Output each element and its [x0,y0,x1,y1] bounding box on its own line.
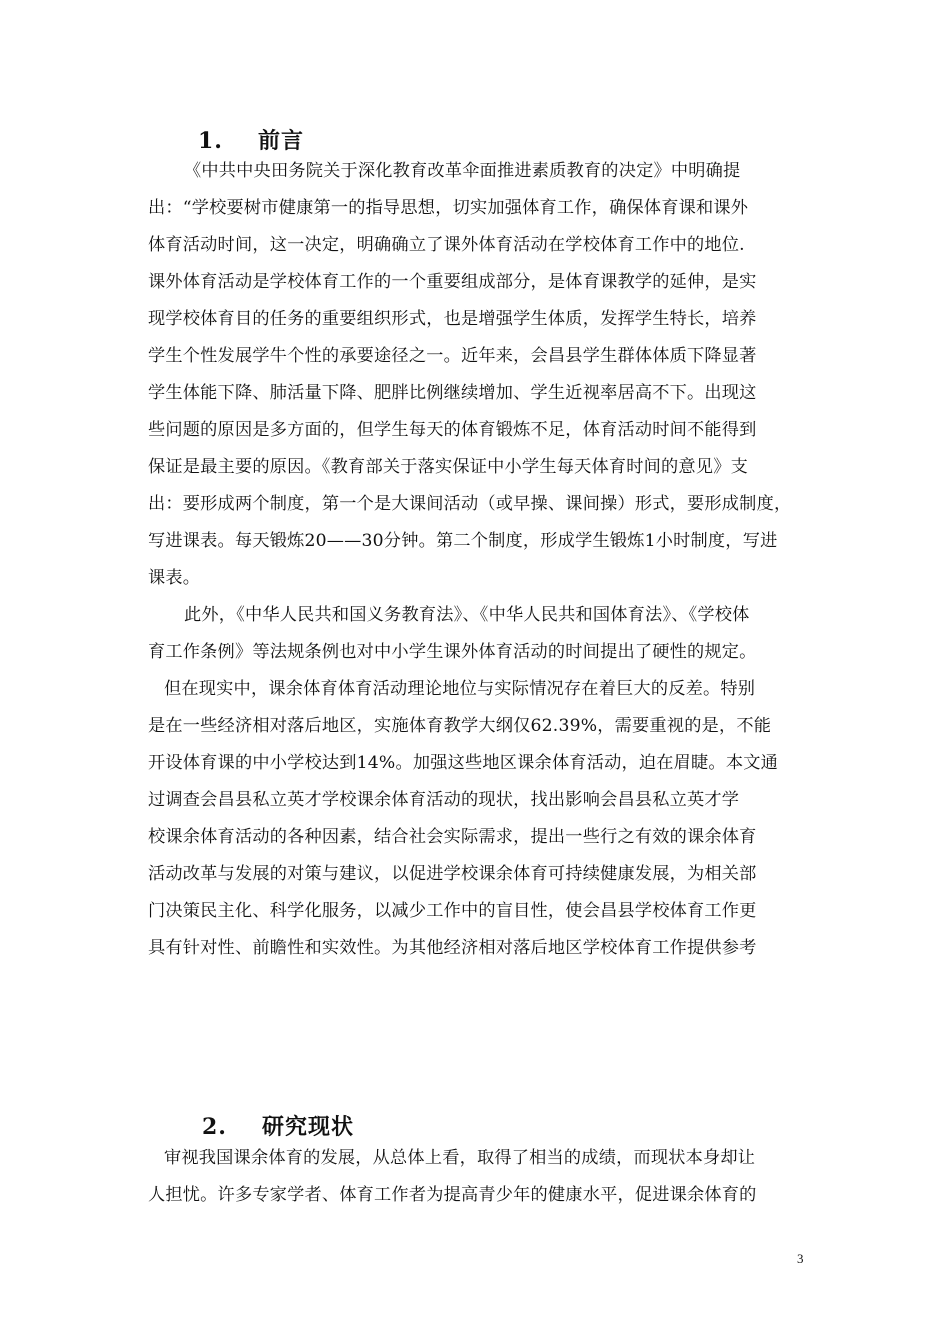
text-line: 此外，《中华人民共和国义务教育法》、《中华人民共和国体育法》、《学校体 [184,605,750,625]
text-line: 出：“学校要树市健康第一的指导思想，切实加强体育工作，确保体育课和课外 [148,198,749,218]
section-1-heading [198,124,304,155]
text-line: 学生个性发展学牛个性的承要途径之一。近年来，会昌县学生群体体质下降显著 [148,346,757,366]
text-line: 育工作条例》等法规条例也对中小学生课外体育活动的时间提出了硬性的规定。 [148,642,757,662]
page-number: 3 [797,1251,804,1266]
section-1-title: 前言 [258,128,305,154]
text-line: 《中共中央田务院关于深化教育改革伞面推进素质教育的决定》中明确提 [184,161,741,181]
text-line: 体育活动时间，这一决定，明确确立了课外体育活动在学校体育工作中的地位. [148,235,745,255]
text-line: 校课余体育活动的各种因素，结合社会实际需求，提出一些行之有效的课余体育 [148,827,757,847]
text-line: 人担忧。许多专家学者、体育工作者为提高青少年的健康水平，促进课余体育的 [148,1185,757,1205]
section-2-title: 研究现状 [262,1114,355,1140]
text-line: 些问题的原因是多方面的，但学生每天的体育锻炼不足，体育活动时间不能得到 [148,420,757,440]
section-2-number: 2. [202,1114,227,1140]
text-line: 但在现实中，课余体育体育活动理论地位与实际情况存在着巨大的反差。特别 [164,679,756,699]
text-line: 门决策民主化、科学化服务，以减少工作中的盲目性，使会昌县学校体育工作更 [148,901,757,921]
text-line: 现学校体育目的任务的重要组织形式，也是增强学生体质，发挥学生特长，培养 [148,309,757,329]
text-line: 写进课表。每天锻炼20——30分钟。第二个制度，形成学生锻炼1小时制度，写进 [148,531,778,551]
text-line: 活动改革与发展的对策与建议，以促进学校课余体育可持续健康发展，为相关部 [148,864,757,884]
text-line: 学生体能下降、肺活量下降、肥胖比例继续增加、学生近视率居高不下。出现这 [148,383,757,403]
text-line: 过调查会昌县私立英才学校课余体育活动的现状，找出影响会昌县私立英才学 [148,790,740,810]
text-line: 课外体育活动是学校体育工作的一个重要组成部分，是体育课教学的延伸，是实 [148,272,757,292]
text-line: 是在一些经济相对落后地区，实施体育教学大纲仅62.39%，需要重视的是，不能 [148,716,772,736]
text-line: 保证是最主要的原因。《教育部关于落实保证中小学生每天体育时间的意见》支 [148,457,748,477]
text-line: 开设体育课的中小学校达到14%。加强这些地区课余体育活动，迫在眉睫。本文通 [148,753,778,773]
text-line: 审视我国课余体育的发展，从总体上看，取得了相当的成绩，而现状本身却让 [164,1148,756,1168]
text-line: 出：要形成两个制度，第一个是大课间活动（或早操、课间操）形式，要形成制度， [148,494,792,514]
text-line: 具有针对性、前瞻性和实效性。为其他经济相对落后地区学校体育工作提供参考 [148,938,757,958]
text-line: 课表。 [148,568,201,588]
section-2-heading [202,1110,354,1141]
section-1-number: 1. [198,128,223,154]
